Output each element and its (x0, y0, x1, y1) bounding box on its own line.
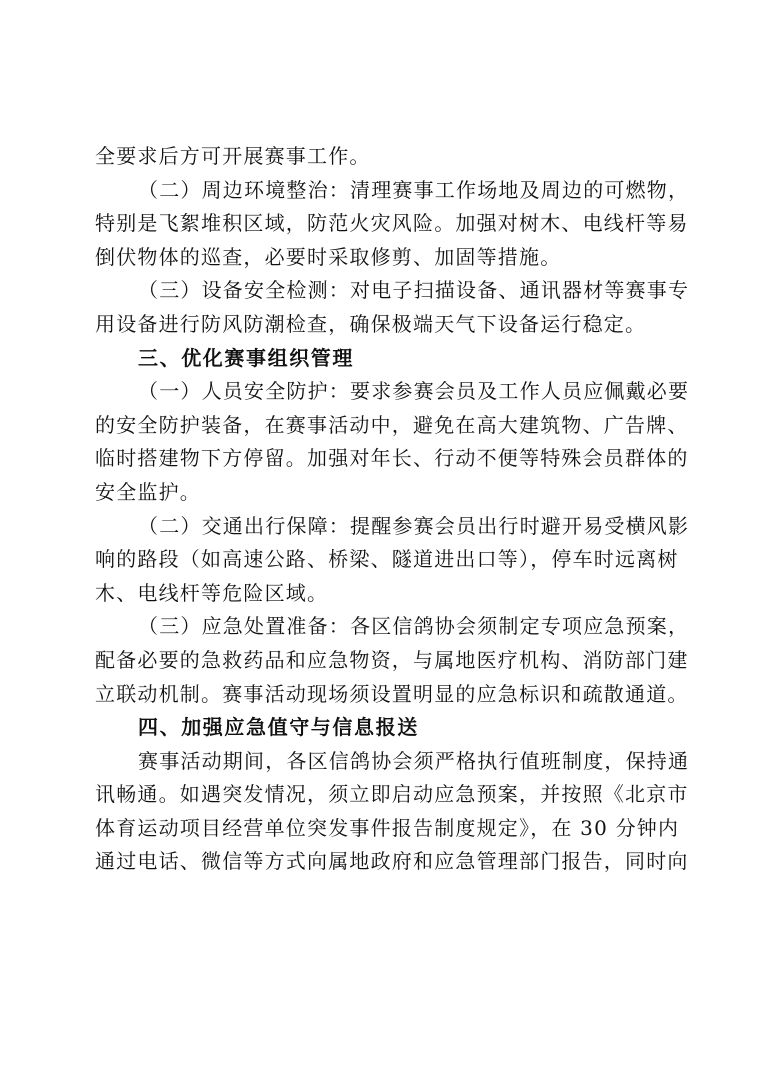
body-text-line: 特别是飞絮堆积区域，防范火灾风险。加强对树木、电线杆等易 (95, 211, 689, 236)
body-text-line: 倒伏物体的巡查，必要时采取修剪、加固等措施。 (95, 244, 562, 269)
document-body (95, 140, 690, 879)
body-text-line: 的安全防护装备，在赛事活动中，避免在高大建筑物、广告牌、 (95, 412, 689, 437)
paragraph-transport: （二）交通出行保障：提醒参赛会员出行时避开易受横风影 (138, 513, 690, 538)
body-text-line: 配备必要的急救药品和应急物资，与属地医疗机构、消防部门建 (95, 647, 689, 672)
paragraph-personnel: （一）人员安全防护：要求参赛会员及工作人员应佩戴必要 (138, 379, 690, 404)
section-heading-reporting: 四、加强应急值守与信息报送 (138, 715, 419, 740)
paragraph-duty: 赛事活动期间，各区信鸽协会须严格执行值班制度，保持通 (138, 748, 690, 773)
body-text-line: 临时搭建物下方停留。加强对年长、行动不便等特殊会员群体的 (95, 446, 689, 471)
body-text-line: 响的路段（如高速公路、桥梁、隧道进出口等），停车时远离树 (95, 547, 679, 572)
body-text-line: 用设备进行防风防潮检查，确保极端天气下设备运行稳定。 (95, 311, 647, 336)
section-heading-organization: 三、优化赛事组织管理 (138, 345, 354, 370)
paragraph-environment: （二）周边环境整治：清理赛事工作场地及周边的可燃物， (138, 177, 690, 202)
body-text-line: 安全监护。 (95, 479, 201, 504)
body-text-line: 立联动机制。赛事活动现场须设置明显的应急标识和疏散通道。 (95, 681, 689, 706)
paragraph-equipment: （三）设备安全检测：对电子扫描设备、通讯器材等赛事专 (138, 278, 690, 303)
body-text-line: 通过电话、微信等方式向属地政府和应急管理部门报告，同时向 (95, 849, 689, 874)
body-text-line: 讯畅通。如遇突发情况，须立即启动应急预案，并按照《北京市 (95, 782, 689, 807)
body-text-line: 木、电线杆等危险区域。 (95, 580, 329, 605)
body-text-line: 体育运动项目经营单位突发事件报告制度规定》，在 30 分钟内 (95, 815, 680, 840)
body-text-line: 全要求后方可开展赛事工作。 (95, 144, 371, 168)
paragraph-emergency: （三）应急处置准备：各区信鸽协会须制定专项应急预案， (138, 614, 690, 639)
